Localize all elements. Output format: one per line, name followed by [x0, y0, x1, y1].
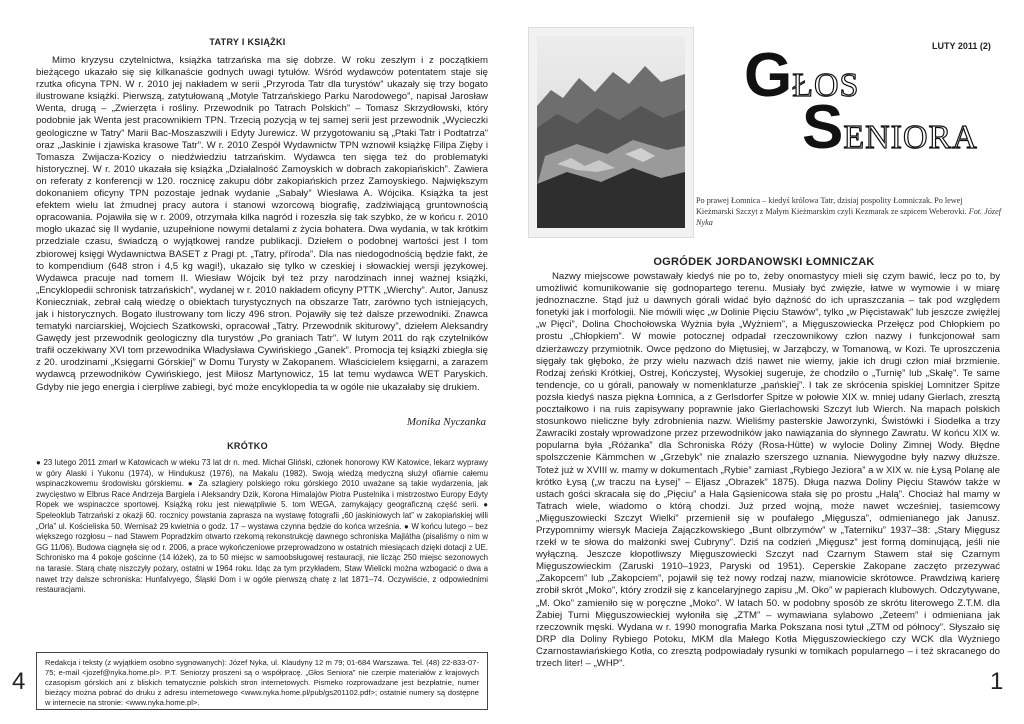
- photo-caption: [696, 195, 1001, 228]
- logo-word-eniora: ENIORA: [843, 119, 978, 156]
- editorial-footer-text: Redakcja i teksty (z wyjątkiem osobno sygnowanych): Józef Nyka, ul. Klaudyny 12 m 79; 01-684 Warszawa. Tel. (48) 22-833-07-75; e-mail <jozef@nyka.home.pl>. P.T. Seniorzy proszeni są o współpracę. „Głos Seniora” nie czerpie materiałów z krajowych czasopism górskich ani z bliskich tematycznie polskich stron internetowych. Pismeko rozprowadzane jest bezpłatnie, numer bieżący można pobrać do druku z adresu internetowego <www.nyka.home.pl/pub/gs201102.pdf>; ostatnie numery są dostępne w internecie na stronie: <www.nyka.home.pl>.: [45, 658, 479, 707]
- section-title-tatry: TATRY I KSIĄŻKI: [209, 37, 286, 47]
- article-title: OGRÓDEK JORDANOWSKI ŁOMNICZAK: [653, 256, 875, 268]
- logo-word-los: ŁOS: [792, 67, 860, 104]
- article-tatry-body: Mimo kryzysu czytelnictwa, książka tatrzańska ma się dobrze. W roku zeszłym i z początkiem bieżącego ukazało się się kilkanaście godnych uwagi tytułów. Wśród wydawców potentatem staje się rzutka oficyna TPN. W r. 2010 jej nakładem w serii „Przyroda Tatr dla turystów” ukazały się trzy bogato ilustrowane książki. Pierwszą, zatytułowaną „Motyle Tatrzańskiego Parku Narodowego”, napisał Jarosław Wenta, drugą – „Zwierzęta i rośliny. Przewodnik po Tatrach Polskich” – Tomasz Skrzydłowski, który podobnie jak Wenta jest pracownikiem TPN. Trzecią pozycją w tej samej serii jest przewodnik „Wycieczki geologiczne w Tatry” Marii Bac-Moszaszwili i Edyty Jurewicz. W przygotowaniu są „Ptaki Tatr i Podtatrza” oraz „Jaskinie i zjawiska krasowe Tatr”. W r. 2010 Zespół Wydawnictw TPN wznowił książkę Filipa Zięby i Tomasza Zwijacza-Kozicy o niedźwiedziu tatrzańskim. Wydawca ten sięga też do problematyki historycznej. W r. 2010 ukazała się książka „Działalność Zamoyskich w dobrach zakopiańskich”. Zawiera on referaty z konferencji w 120. rocznicę zakupu dóbr zakopiańskich przez Zamoyskiego. Największym dokonaniem oficyny TPN pozostaje jednak wydanie „Sabały” Wiesława A. Wójcika. Książka ta jest efektem wielu lat żmudnej pracy autora i stanowi wzorcową biografię, zadziwiającą gruntownością opracowania. Pojawiła się w r. 2009, otrzymała kilka nagród i rozeszła się tak szybko, że w końcu r. 2010 mogło ukazać się II wydanie, uzupełnione nowymi detalami z życia bohatera. Dwa wydania, w tak krótkim przedziale czasu, świadczą o wyjątkowej randze publikacji. Dziełem o podobnej wartości jest I tom zbiorowej księgi Wydawnictwa BASET z Pragi pt. „Tatry, příroda”. Dla nas niedogodnością będzie fakt, że to kompendium (648 stron i 4,5 kg wagi!), ukazało się tylko w czeskiej i słowackiej wersji językowej. Wydawca pracuje nad tomem II. Wiesław Wójcik był też przy narodzinach innej ważnej książki, „Encyklopedii schronisk tatrzańskich”, wydanej w r. 2010 nakładem oficyny PTTK „Wierchy”. Autor, Janusz Konieczniak, zebrał całą wiedzę o obiektach turystycznych na obszarze Tatr, zarówno tych istniejących, jak i historycznych. Bogato ilustrowany tom liczy 496 stron. Pojawiły się też dalsze przewodniki. Znawca tematyki narciarskiej, Wojciech Szatkowski, opracował „Tatry. Przewodnik skiturowy”, dziełem Aleksandry Gawędy jest przewodnik geologiczny dla turystów „Po graniach Tatr”. W lutym 2011 do rąk czytelników trafił oczekiwany XVI tom przewodnika Władysława Cywińskiego „Ganek”. Promocja tej książki zbiegła się z 20. urodzinami „Księgarni Górskiej” w Domu Turysty w Zakopanem. Właścicielem księgarni, a zarazem wydawcą przewodników Cywińskiego, jest Miłosz Martynowicz, 15 lat temu wydawca WET Paryskich. Gdyby nie jego energia i cierpliwe zabiegi, być może encyklopedia ta w ogóle nie ukazałaby się drukiem.: [36, 55, 488, 393]
- section-title-krotko: KRÓTKO: [227, 441, 268, 451]
- photo-caption-text: Po prawej Łomnica – kiedyś królowa Tatr, dzisiaj pospolity Łomniczak. Po lewej Kieżmarski Szczyt z Małym Kieżmarskim czyli Kezmarak ze szpicem Weberovki.: [696, 196, 967, 216]
- page-number: 1: [990, 668, 1004, 695]
- right-page: [512, 0, 1024, 724]
- news-brief-body: ● 23 lutego 2011 zmarł w Katowicach w wieku 73 lat dr n. med. Michał Gliński, członek honorowy KW Katowice, lekarz wyprawy w góry Alaski i Yukonu (1974), w Hindukusz (1976), na Makalu (1982). Swoją wiedzą medyczną służył ofiarnie całemu wspinaczkowemu środowisku górskiemu. ● Za szlagiery polskiego roku górskiego 2010 uważane są takie wydarzenia, jak zwycięstwo w Elbrus Race Andrzeja Bargiela i Aleksandry Dzik, Korona Himalajów Piotra Pustelnika i mistrzostwo Europy Edyty Ropek we wspinaczce sportowej. Książką roku jest niewątpliwie 5. tom WEGA, zamykający geograficzną część serii. ● Speleoklub Tatrzański z okazji 60. rocznicy powstania zaprasza na wystawę fotografii „60 jaskiniowych lat” w zakopiańskiej willi „Orla” ul. Kościeliska 50. Wernisaż 29 kwietnia o godz. 17 – wystawa czynna będzie do końca września. ● W końcu lutego – bez większego rozgłosu – nad Stawem Popradzkim otwarto rzekomą rekonstrukcję dawnego schroniska Majláthа (pisaliśmy o nim w GG 11/06). Budowa ciągnęła się od r. 2006, a prace wykończeniowe przeprowadzono w ostatnich miesiącach dzięki dotacji z UE. Schronisko ma 4 pokoje gościnne (14 łóżek), za to 50 miejsc w samoobsługowej restauracji, nie licząc 250 miejsc sezonowych na tarasie. Starą chatę niszczyły pożary, ostatni w 1964 roku. Idąc za tym przykładem, Staw Wielicki można wzbogacić o dwa a nawet trzy dalsze schroniska: Hunfalvyego, Śląski Dom i w ogóle pierwszą chatę z lat 1871–74. Oczywiście, z odpowiednimi restauracjami.: [36, 458, 488, 595]
- mountain-photo: [528, 27, 694, 238]
- editorial-footer: [36, 652, 488, 710]
- author-signature: Monika Nyczanka: [406, 416, 486, 428]
- logo-letter-s: S: [802, 93, 844, 162]
- logo-letter-g: G: [744, 41, 793, 110]
- photo-credit: Fot. Józef Nyka: [696, 207, 1001, 227]
- issue-date: LUTY 2011 (2): [932, 41, 991, 51]
- page-number: 4: [12, 668, 26, 695]
- logo-seniora: [802, 92, 978, 163]
- article-body: Nazwy miejscowe powstawały kiedyś nie po to, żeby onomastycy mieli się czym bawić, lecz po to, by umożliwić komunikowanie się godnopartego terenu. Musiały być zwięzłe, łatwe w wymowie i w miarę jednoznaczne. Stąd już u dawnych górali widać było dążność do ich upraszczania – tak pod względem fonetyki jak i morfologii. Nie mówili więc „w Dolinie Pięciu Stawów”, tylko „w Pięcistawak” lub jeszcze zwięźlej „w Pięci”, Dolina Chochołowska Wyżnia była „Wyżniem”, a Mięguszowiecka Przełęcz pod Chłopkiem po prostu „Chłopkiem”. W mowie potocznej odpadał rzeczownikowy człon nazwy i funkcjonował sam dzierżawczy przymiotnik. Owce pędzono do Miętusiej, w Jarząbczy, w Tomanową, w Kozi. Te uproszczenia sięgały tak głęboko, że przy wielu nazwach dziś nawet nie wiemy, jakie ich drugi człon miał brzmienie. Rodzaj żeński Krótkiej, Ostrej, Kończystej, Wysokiej sugeruje, że chodziło o „Turnię” lub „Skałę”. Te same tendencje, co u górali, panowały w nomenklaturze „pańskiej”. I tak ze skrócenia spiskiej Lomnitzer Spitze pozsła kiedyś nasza piękna Łomnica, a z Gerlsdorfer Spitze w połowie XIX w. mniej udany Gierlach, zresztą pocztałkowo i na ruis zapisywany poprawnie jako Gierlachowski Szczyt lub Wierch. Na mapach polskich stosunkowo nieliczne były zdrobnienia nazw. Wieliśmy pasterskie Jaworzynki, Świstówki i Siodełka a trzy Zawraciki zostały wprowadzone przez przewodników jako nawiązania do słynnego Zawratu. W końcu XIX w. popularna była „Różanka” dla Schroniska Róży (Rosa-Hütte) w wylocie Doliny Zimnej Wody. Błędne spolszczenie Kämmchen w „Grzebyk” nie znalazło szerszego uznania. Niewygodne były nazwy dłuższe. Toteż już w XVIII w. mamy w dokumentach „Rybie” zamiast „Rybiego Jeziora” a w XIX w. nie Łysą Polanę ale krótko Łysą („w traczu na Łysej” – Eljasz „Obrazek” 1875). Długa nazwa Doliny Pięciu Stawów także w ustach gości skracała się do „Pięciu” a Hala Gąsienicowa stała się po prostu „Halą”. Chociaż hal mamy w Tatrach wiele, wiadomo o którą chodzi. Już przed wojną, może nawet wcześniej, tasiemcowy „Mięguszowiecki Szczyt Wielki” przemienił się w poufałego „Mięgusza”, odmienianego jak Janusz. Przypomnimy wiersyk Macieja Zajączkowskiego „Bunt olbrzymów” w „Taterniku” 1937–38: „Stary Mięgusz rzekł w te słowa do małżonki swej Cubryny”. Dziś na codzień „Mięgusz” jest formą dominującą, jeśli nie wyłączną. Jeszcze kłopotliwszy Mięguszowiecki Szczyt nad Czarnym Stawem stał się Czarnym Mięguszowieckim (Zaruski 1910–1923, Paryski od 1951). Ceperskie Zakopane zaczęto przezywać „Zakopcem” lub „Zakopciem”, pojawił się też nowy rodzaj nazw, mianowicie skrótowce. Prawdziwą karierę zrobił skrót „Moko”, który zrodził się z kancelaryjnego zapisu „M. Oko” w papierach klubowych. Odczytywane, „M. Oko” zamieniło się w poręczne „Moko”. W latach 50. w podobny sposób ze skrótu literowego Z.T.M. dla Żabiej Turni Mięguszowieckiej wyłoniła się „ZTM” – wymawiana sylabowo „Zeteem” i odmieniana jak rzeczownik męski. Wydana w r. 1990 monografia Marka Pokszana nosi tytuł „ZTM od północy”. Słyszało się DRP dla Doliny Rybiego Potoku, MKM dla Małego Kotła Mięguszowieckiego czy WCK dla Wyżniego Czarnostawiańskiego Kotła, co zresztą podpowiadały rysunki w tomikach popularnego – i też skracanego do trzech liter! – „WHP”.: [536, 271, 1000, 669]
- mountain-photo-image: [537, 36, 685, 228]
